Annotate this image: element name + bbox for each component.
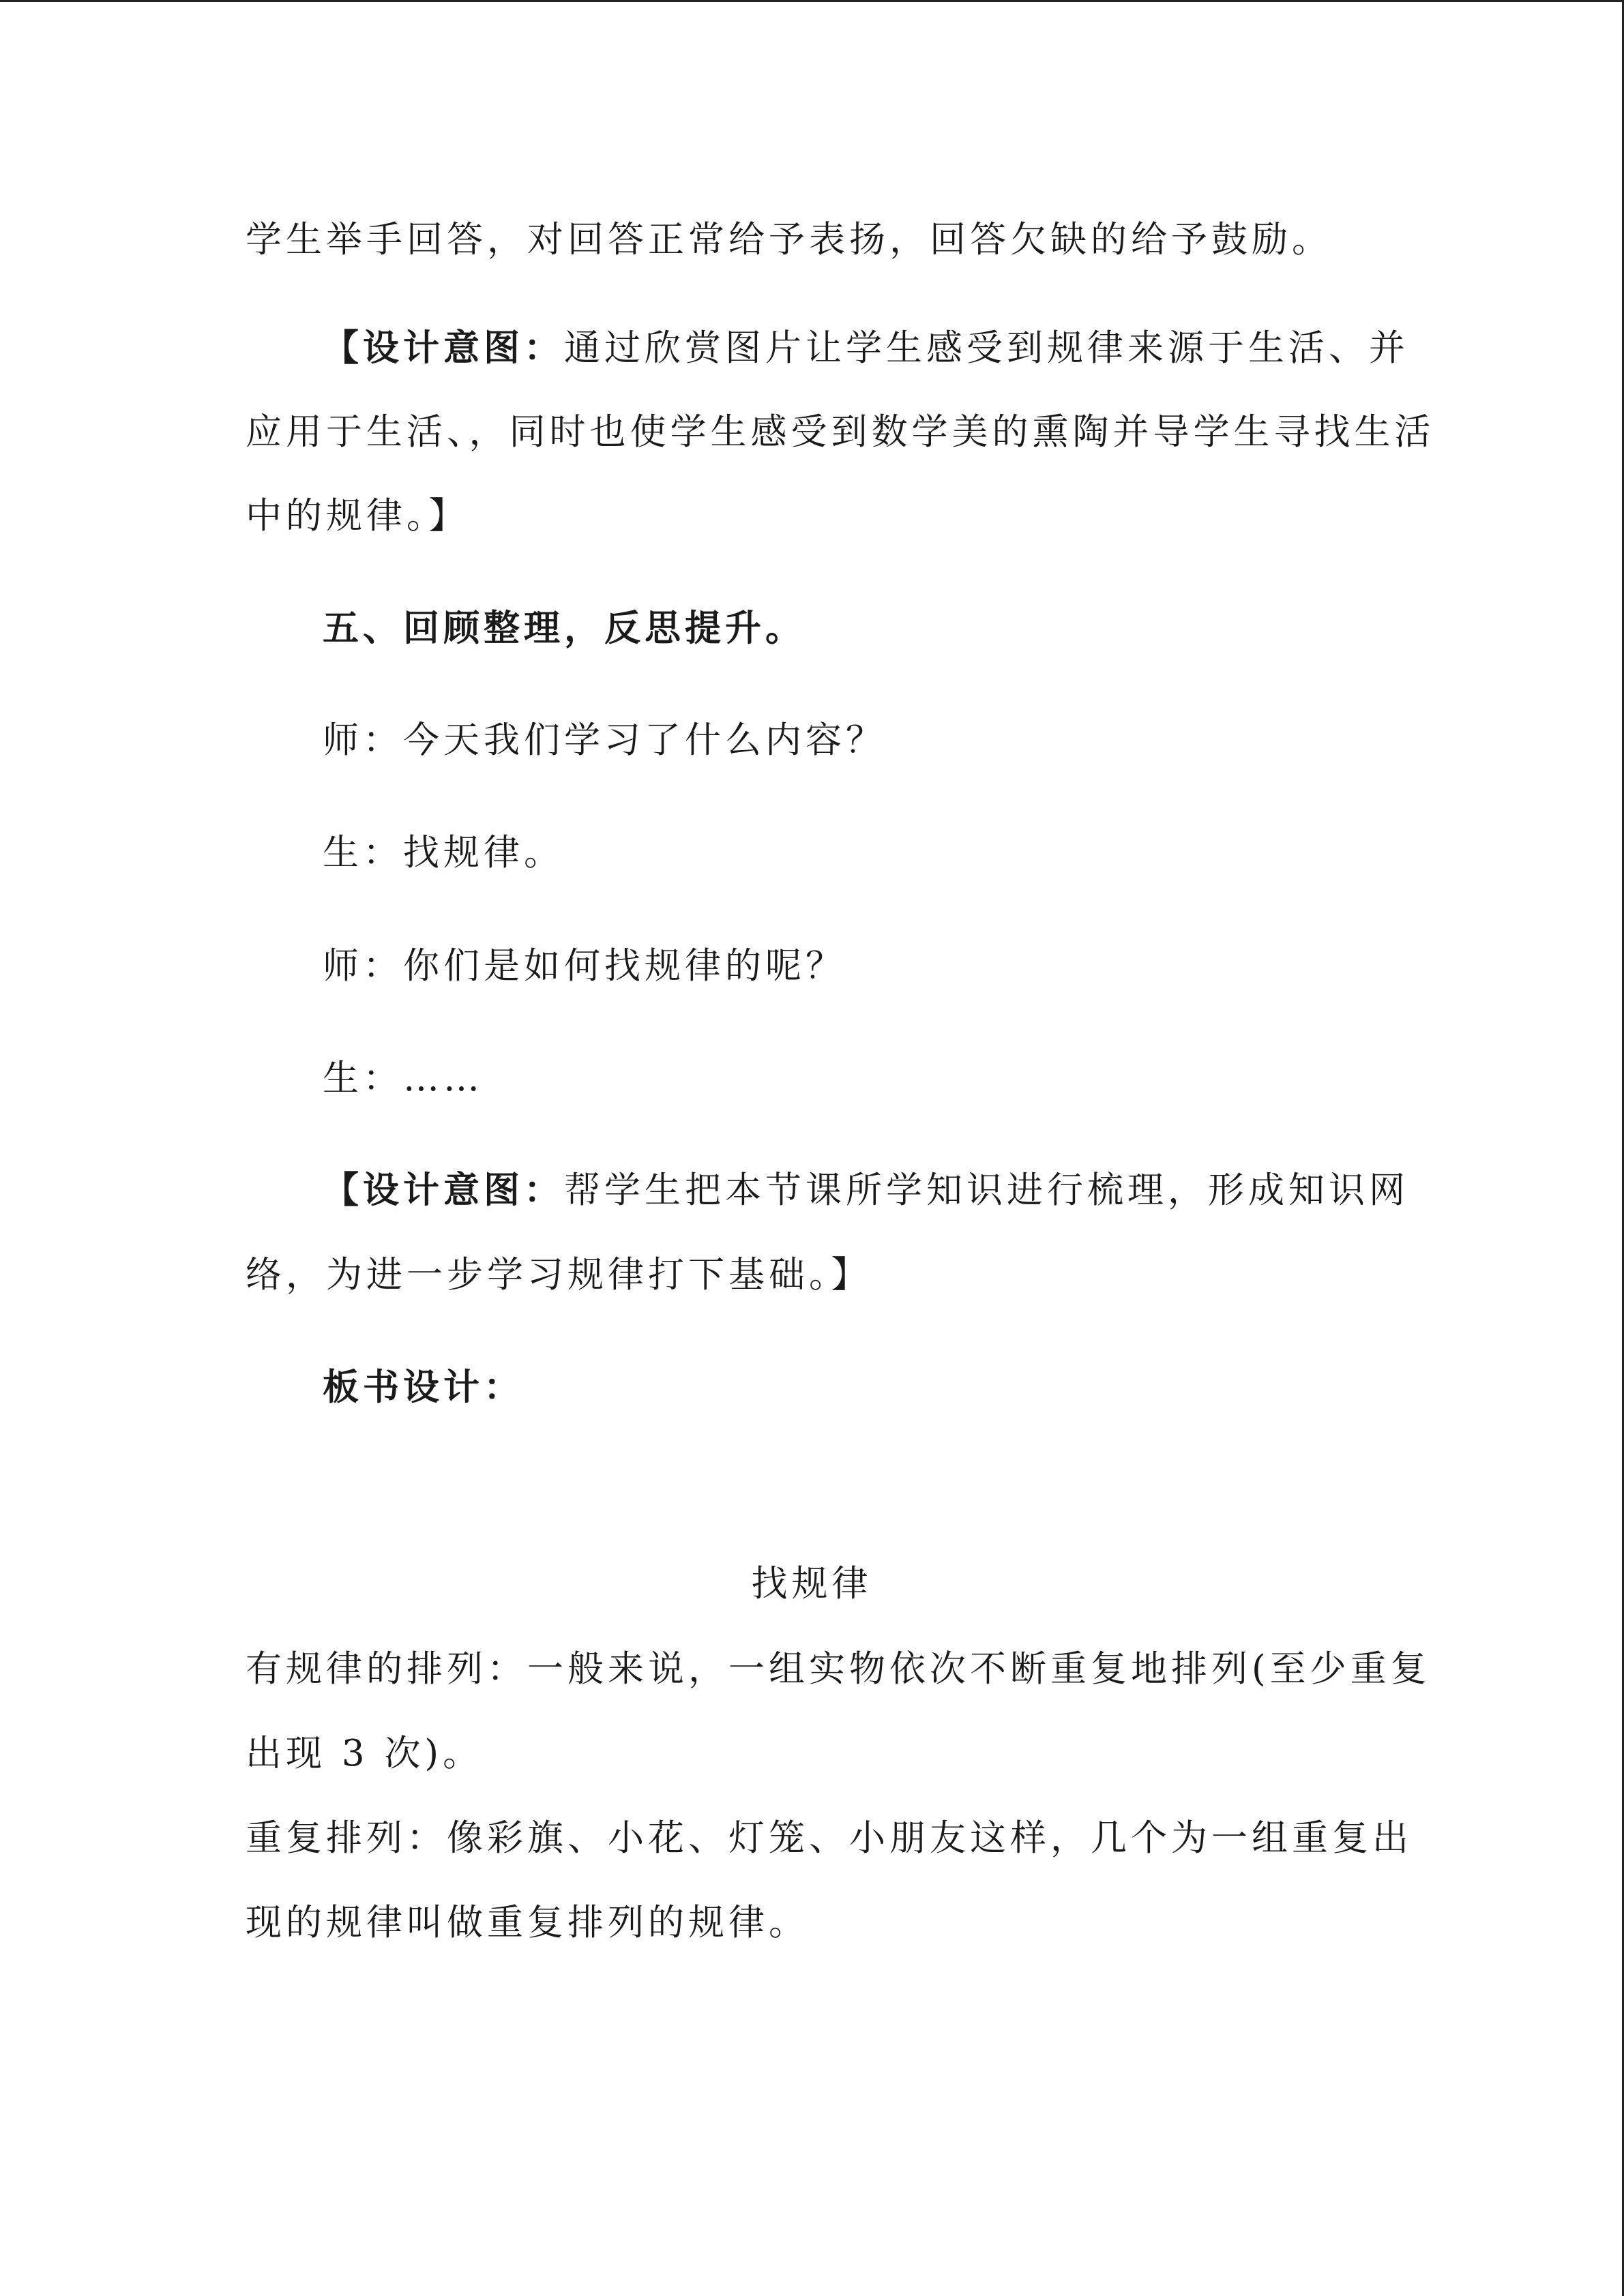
design-intent-1-line1 xyxy=(323,327,1409,369)
design-intent-label: 【设计意图： xyxy=(323,1169,564,1211)
design-intent-text: 通过欣赏图片让学生感受到规律来源于生活、并 xyxy=(564,327,1409,369)
dialog-line-1: 师：今天我们学习了什么内容？ xyxy=(323,719,886,761)
design-intent-text: 帮学生把本节课所学知识进行梳理，形成知识网 xyxy=(564,1169,1409,1211)
page-border-top xyxy=(0,0,1624,2)
board-design-heading: 板书设计： xyxy=(323,1366,524,1408)
dialog-line-3: 师：你们是如何找规律的呢？ xyxy=(323,945,846,987)
design-intent-1-line3: 中的规律。】 xyxy=(246,495,469,537)
design-intent-2-line2: 络，为进一步学习规律打下基础。】 xyxy=(246,1254,872,1296)
board-title: 找规律 xyxy=(751,1563,872,1605)
section-heading: 五、回顾整理，反思提升。 xyxy=(323,607,806,649)
design-intent-label: 【设计意图： xyxy=(323,327,564,369)
paragraph-student-answer: 学生举手回答，对回答正常给予表扬，回答欠缺的给予鼓励。 xyxy=(246,219,1332,260)
board-definition-2-line1: 重复排列：像彩旗、小花、灯笼、小朋友这样，几个为一组重复出 xyxy=(246,1817,1413,1859)
board-definition-1-line1: 有规律的排列：一般来说，一组实物依次不断重复地排列(至少重复 xyxy=(246,1648,1431,1690)
dialog-line-2: 生：找规律。 xyxy=(323,832,564,874)
design-intent-2-line1 xyxy=(323,1169,1409,1211)
board-definition-2-line2: 现的规律叫做重复排列的规律。 xyxy=(246,1902,809,1943)
board-definition-1-line2: 出现 3 次)。 xyxy=(246,1733,484,1774)
design-intent-1-line2: 应用于生活、，同时也使学生感受到数学美的熏陶并导学生寻找生活 xyxy=(246,411,1435,453)
dialog-line-4: 生：…… xyxy=(323,1058,484,1099)
